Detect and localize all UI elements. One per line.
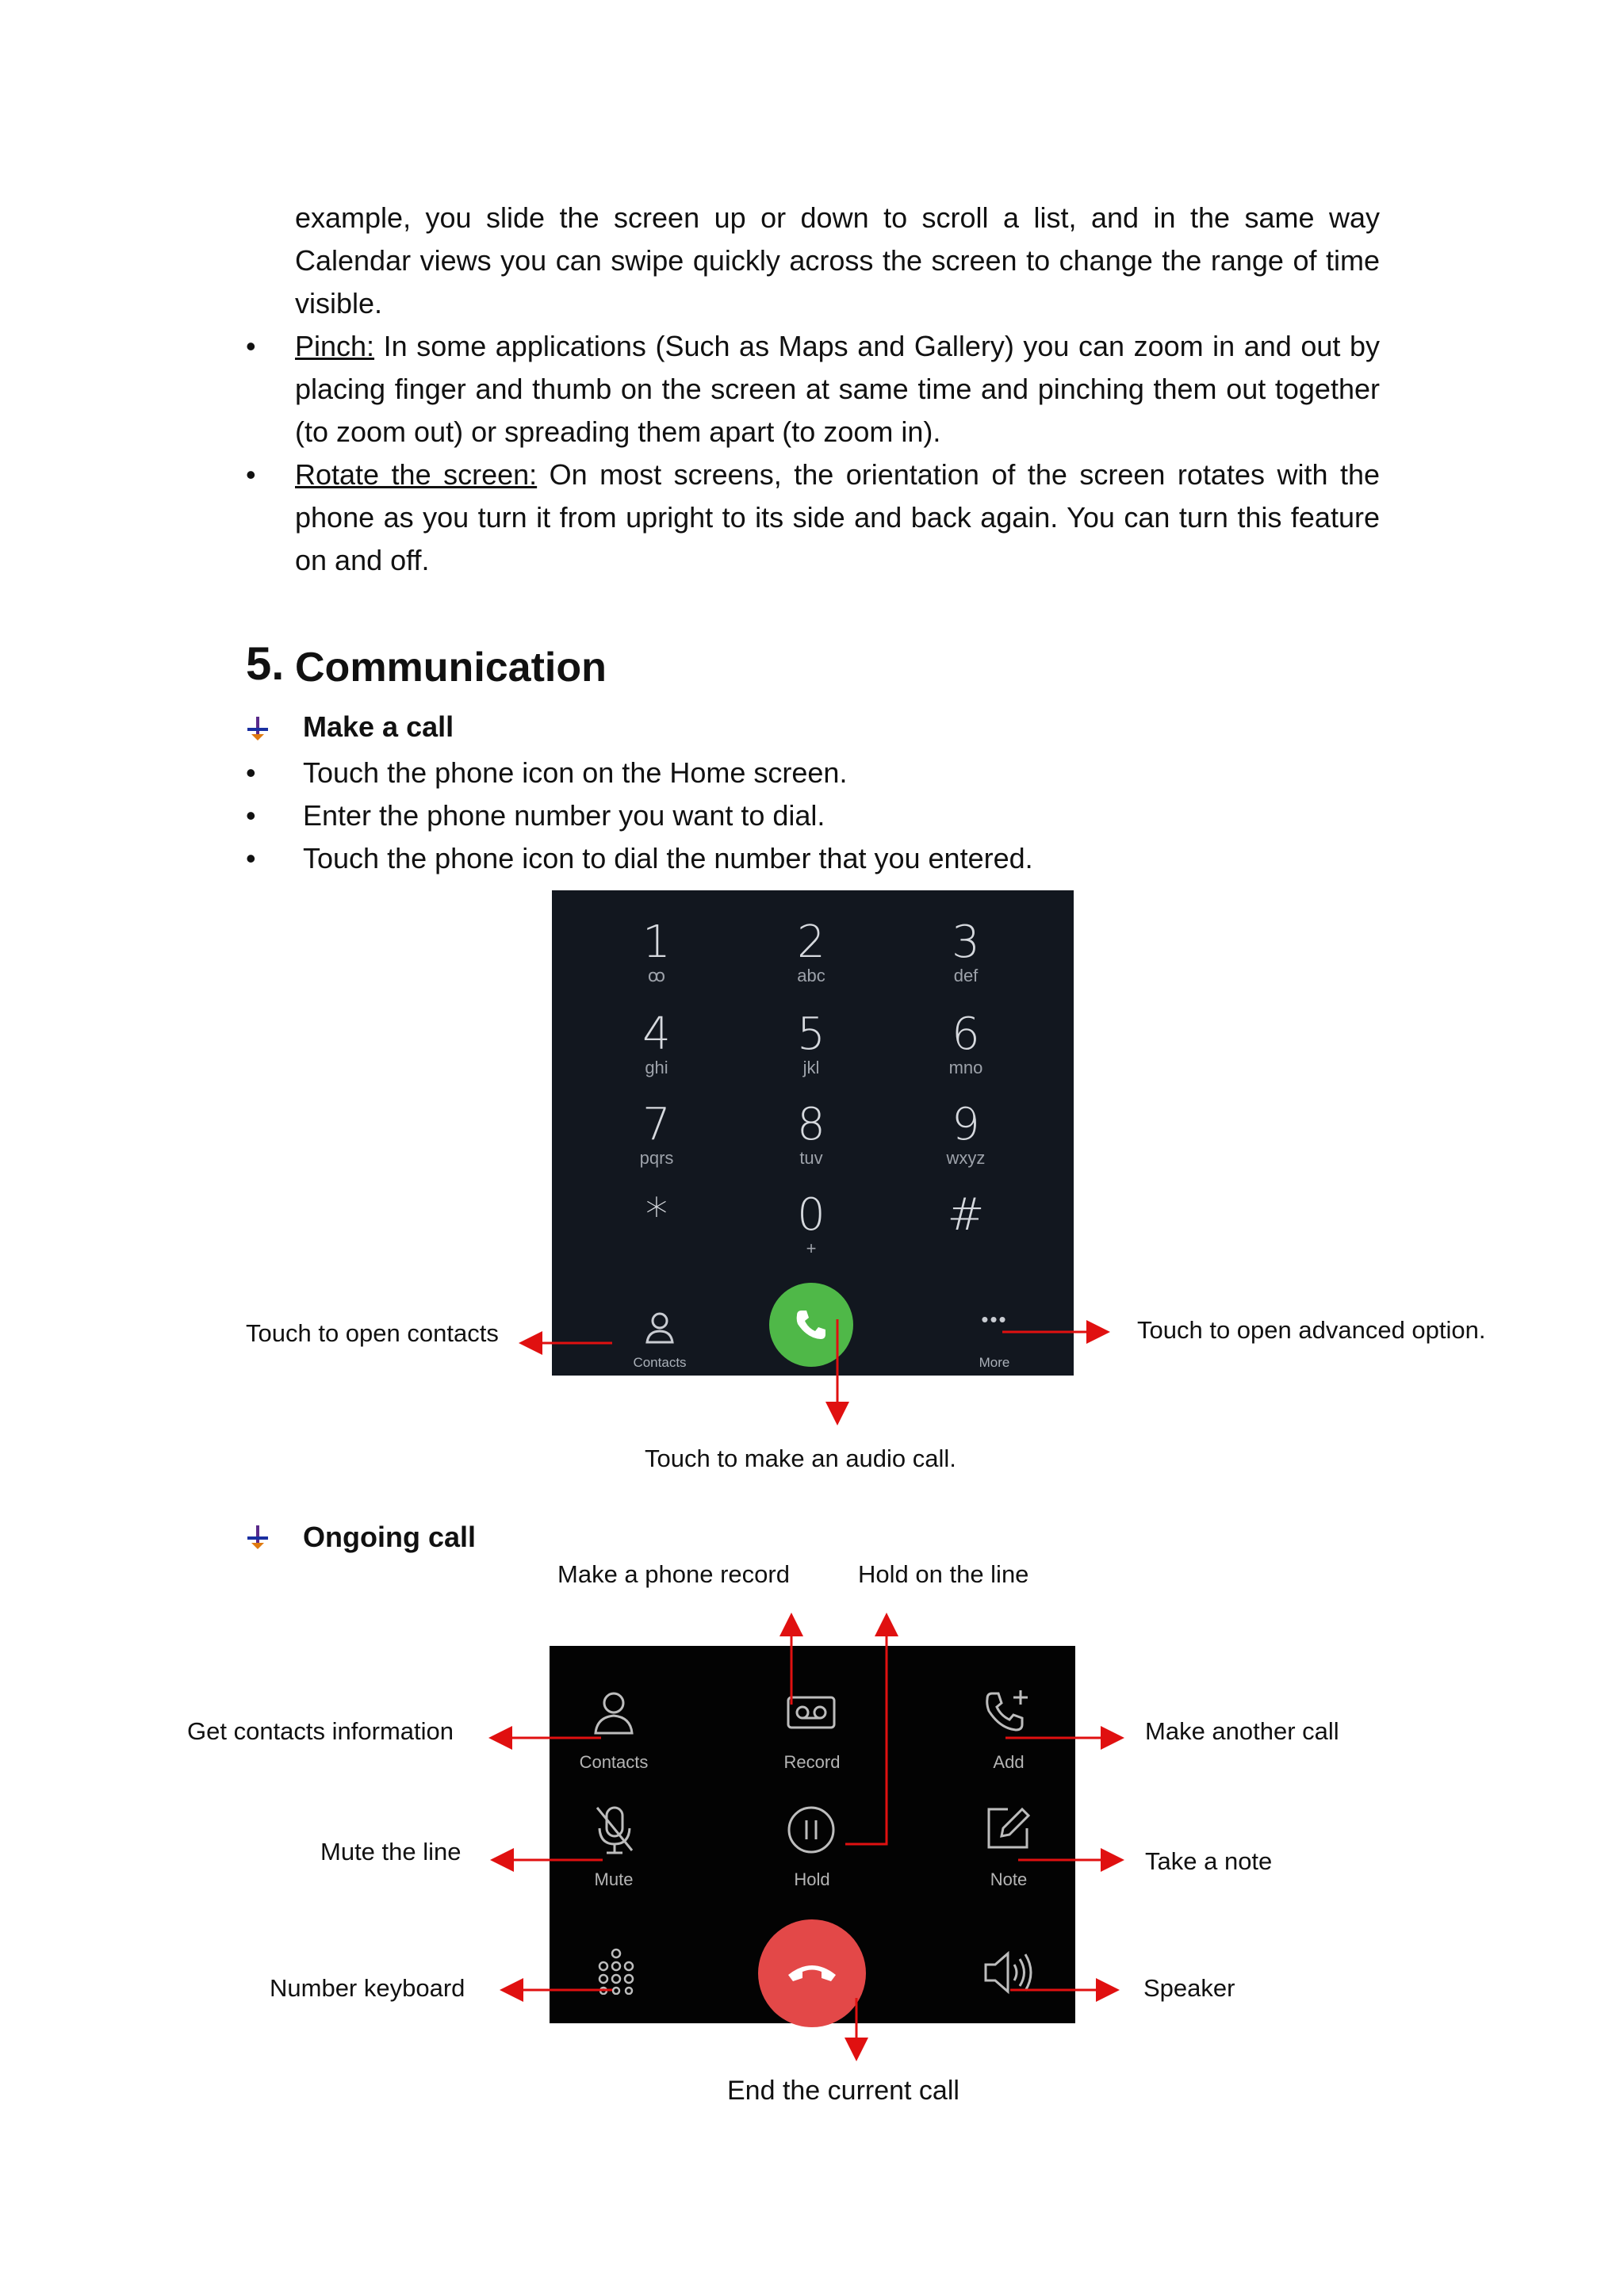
swipe-continuation: example, you slide the screen up or down to scroll a list, and in the same way Calendar views you can swipe quickly across the screen to change the range of time visible. — [295, 201, 1380, 320]
annot-end-call: End the current call — [727, 2076, 959, 2106]
speaker-icon[interactable] — [982, 1950, 1035, 1995]
bullet-dot: • — [246, 756, 256, 789]
make-call-step-2: Enter the phone number you want to dial. — [303, 799, 825, 832]
note-icon[interactable] — [984, 1803, 1033, 1854]
dial-key-6[interactable]: 6 mno — [948, 1008, 983, 1077]
incall-screenshot — [550, 1646, 1075, 2023]
make-call-step-1: Touch the phone icon on the Home screen. — [303, 756, 848, 789]
mute-icon[interactable] — [591, 1803, 638, 1858]
bullet-dot: • — [246, 799, 256, 832]
dial-key-3[interactable]: 3 def — [952, 916, 980, 985]
keypad-icon[interactable] — [594, 1947, 638, 1995]
incall-contacts-label: Contacts — [579, 1752, 649, 1772]
annot-open-contacts: Touch to open contacts — [246, 1319, 499, 1347]
dial-key-4[interactable]: 4 ghi — [642, 1008, 671, 1077]
annot-record: Make a phone record — [557, 1560, 790, 1588]
incall-add-label: Add — [993, 1752, 1025, 1772]
dial-key-hash[interactable]: # — [947, 1189, 985, 1241]
record-icon[interactable] — [786, 1693, 837, 1732]
rotate-text: On most screens, the orientation of the screen rotates with the phone as you turn it from upright to its side and back again. You can turn this feature on and off. — [295, 458, 1381, 576]
annot-hold: Hold on the line — [858, 1560, 1029, 1588]
bullet-dot: • — [246, 842, 256, 874]
more-icon[interactable]: ••• — [981, 1307, 1008, 1331]
pinch-text: In some applications (Such as Maps and Gallery) you can zoom in and out by placing finger and thumb on the screen at same time and pinching them out together (to zoom out) or spreading them apart (to zoom in). — [295, 330, 1380, 448]
dial-key-5[interactable]: 5 jkl — [797, 1008, 825, 1077]
dial-key-7[interactable]: 7 pqrs — [639, 1099, 674, 1168]
dial-key-8[interactable]: 8 tuv — [797, 1099, 825, 1168]
contacts-icon[interactable] — [644, 1311, 676, 1345]
pinch-term: Pinch: — [295, 330, 375, 362]
bullet-dot: • — [246, 330, 256, 362]
dial-call-button[interactable] — [769, 1283, 853, 1367]
rotate-paragraph — [295, 453, 1380, 582]
section-number: 5. — [246, 638, 285, 690]
contacts-label: Contacts — [633, 1355, 687, 1370]
contacts-icon[interactable] — [589, 1687, 638, 1736]
annot-advanced-option: Touch to open advanced option. — [1137, 1316, 1486, 1344]
hang-up-icon — [785, 1957, 839, 1989]
bullet-dot: • — [246, 458, 256, 491]
add-call-icon[interactable] — [982, 1687, 1033, 1736]
dial-key-0[interactable]: 0 + — [797, 1189, 825, 1258]
bullet-arrow-icon — [244, 715, 271, 742]
annot-note: Take a note — [1145, 1847, 1273, 1875]
end-call-button[interactable] — [758, 1919, 866, 2027]
dial-key-star[interactable]: * — [645, 1189, 668, 1241]
annot-another-call: Make another call — [1145, 1717, 1339, 1745]
dial-key-1[interactable]: 1 ꝏ — [642, 916, 671, 985]
more-label: More — [979, 1355, 1010, 1370]
incall-note-label: Note — [990, 1869, 1028, 1889]
annot-contacts-info: Get contacts information — [187, 1717, 454, 1745]
pinch-paragraph — [295, 325, 1380, 453]
ongoing-call-title: Ongoing call — [303, 1521, 477, 1553]
dialer-screenshot — [552, 890, 1074, 1376]
annot-audio-call: Touch to make an audio call. — [645, 1445, 956, 1472]
incall-mute-label: Mute — [594, 1869, 634, 1889]
incall-hold-label: Hold — [794, 1869, 830, 1889]
make-call-step-3: Touch the phone icon to dial the number that you entered. — [303, 842, 1033, 874]
annot-speaker: Speaker — [1143, 1974, 1235, 2002]
dial-key-9[interactable]: 9 wxyz — [946, 1099, 986, 1168]
annot-keyboard: Number keyboard — [270, 1974, 465, 2002]
annot-mute: Mute the line — [320, 1838, 462, 1866]
phone-icon — [793, 1307, 829, 1343]
make-call-title: Make a call — [303, 710, 454, 743]
dial-key-2[interactable]: 2 abc — [797, 916, 825, 985]
hold-icon[interactable] — [786, 1804, 837, 1855]
bullet-arrow-icon — [244, 1524, 271, 1551]
incall-record-label: Record — [783, 1752, 841, 1772]
rotate-term: Rotate the screen: — [295, 458, 538, 491]
section-title: Communication — [295, 645, 607, 691]
